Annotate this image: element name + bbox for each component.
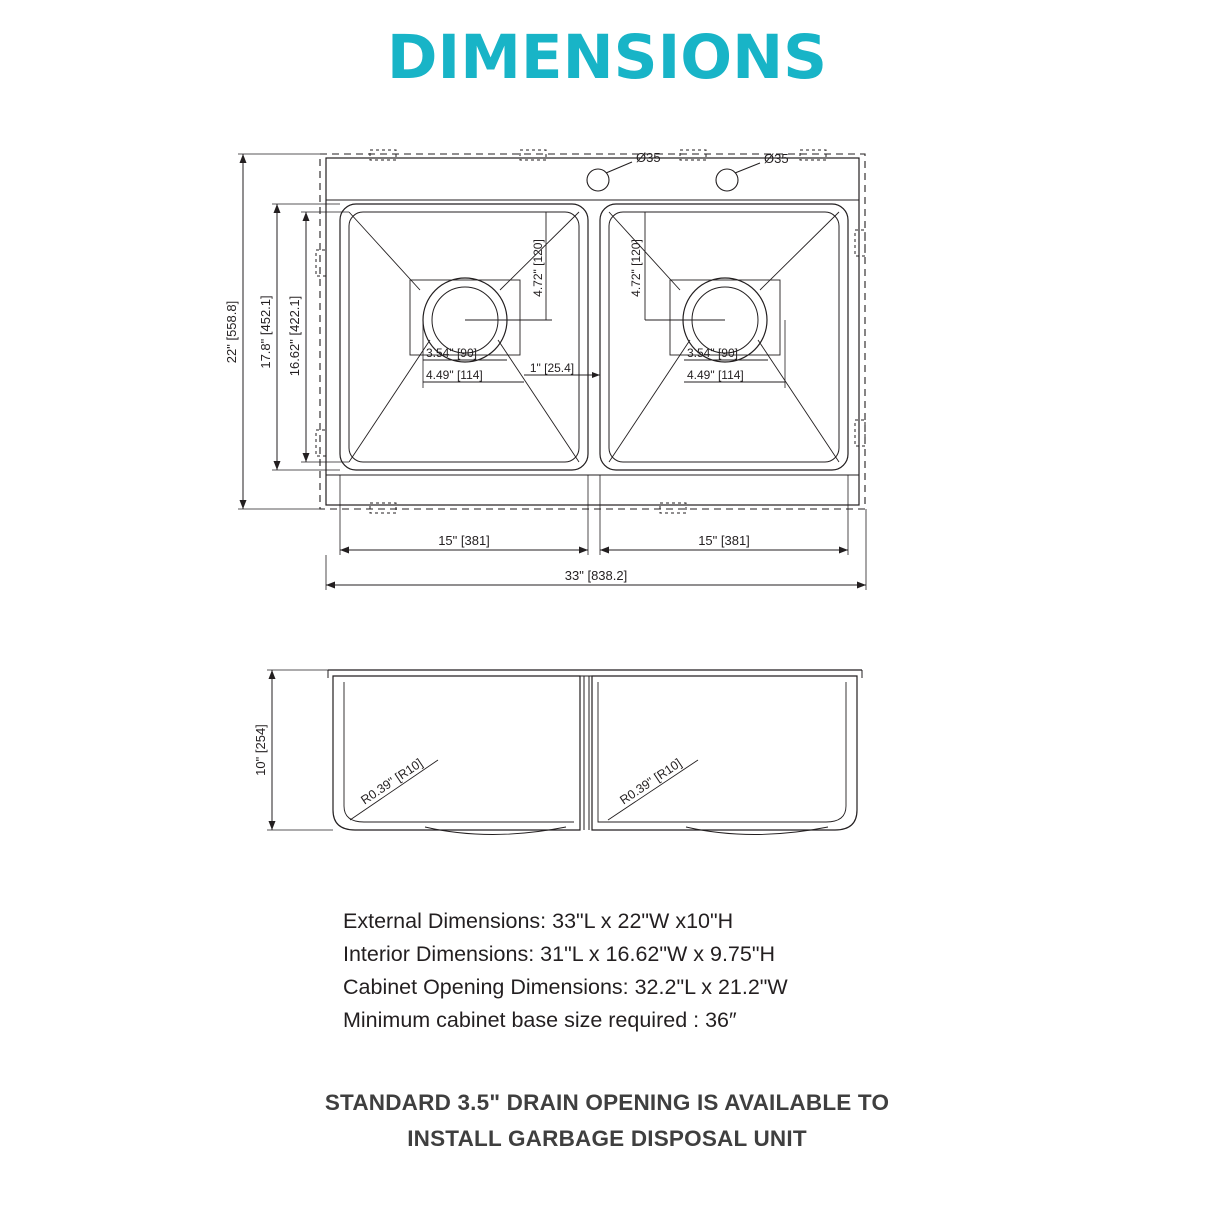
dim-1662-arrow-bot <box>303 453 310 462</box>
front-view-labels <box>253 724 684 807</box>
dim-33-arrow-b <box>857 582 866 589</box>
left-bowl-taper <box>349 340 430 462</box>
mount-clip <box>855 230 865 256</box>
mount-clip <box>316 250 326 276</box>
cabinet-opening-outline <box>320 154 865 509</box>
footer-line-1: STANDARD 3.5" DRAIN OPENING IS AVAILABLE TO <box>324 1090 890 1115</box>
top-view-labels <box>224 150 789 583</box>
faucet-hole-right-leader <box>735 163 760 173</box>
right-bowl-taper <box>609 212 680 290</box>
front-radius-left-leader <box>350 760 438 820</box>
label-drain-pos-right: 4.49" [114] <box>687 368 744 382</box>
dim-1662-arrow-top <box>303 212 310 221</box>
dim-10-arrow-top <box>269 670 276 679</box>
spec-external-dimensions: External Dimensions: 33"L x 22"W x10"H <box>343 909 734 933</box>
dim-33-arrow-a <box>326 582 335 589</box>
dim-15-left-arrow-a <box>340 547 349 554</box>
dim-15-right-arrow-b <box>839 547 848 554</box>
dim-178-arrow-top <box>274 204 281 213</box>
label-radius-right: R0.39" [R10] <box>617 755 685 808</box>
label-drain-dia-right: 3.54" [90] <box>687 346 738 360</box>
front-left-bowl-base-curve <box>425 827 566 835</box>
front-radius-right-leader <box>608 760 698 820</box>
spec-interior-dimensions: Interior Dimensions: 31"L x 16.62"W x 9.75"H <box>343 942 775 966</box>
label-inner-height-1: 17.8" [452.1] <box>258 295 273 369</box>
label-faucet-hole-right: Ø35 <box>764 151 789 166</box>
dim-15-right-arrow-a <box>600 547 609 554</box>
front-right-bowl-inner <box>598 682 846 822</box>
faucet-hole-left-circle <box>587 169 609 191</box>
footer-line-2: INSTALL GARBAGE DISPOSAL UNIT <box>407 1126 807 1151</box>
label-bowl-width-right: 15" [381] <box>698 533 750 548</box>
label-drain-dia-left: 3.54" [90] <box>426 346 477 360</box>
label-bowl-width-left: 15" [381] <box>438 533 490 548</box>
dim-15-left-arrow-b <box>579 547 588 554</box>
front-view-group <box>267 670 862 835</box>
page-title: DIMENSIONS <box>386 22 828 93</box>
right-bowl-taper <box>758 340 839 462</box>
label-drain-offset-left: 4.72" [120] <box>531 239 545 297</box>
spec-list <box>0 905 1214 1037</box>
left-bowl-taper <box>498 340 579 462</box>
faucet-hole-left-leader <box>606 162 632 173</box>
dim-divider-arrow <box>592 372 600 378</box>
right-bowl-taper <box>609 340 690 462</box>
spec-cabinet-opening-dimensions: Cabinet Opening Dimensions: 32.2"L x 21.2"W <box>343 975 788 999</box>
dim-10-arrow-bot <box>269 821 276 830</box>
drawing-svg <box>0 130 1214 890</box>
spec-minimum-cabinet-base: Minimum cabinet base size required : 36″ <box>343 1008 737 1032</box>
label-divider: 1" [25.4] <box>529 361 575 375</box>
front-right-bowl-base-curve <box>686 827 828 835</box>
label-radius-left: R0.39" [R10] <box>358 755 426 808</box>
label-faucet-hole-left: Ø35 <box>636 150 661 165</box>
label-drain-pos-left: 4.49" [114] <box>426 368 483 382</box>
front-right-bowl-profile <box>592 676 857 830</box>
front-left-bowl-profile <box>333 676 580 830</box>
footer-note <box>0 1085 1214 1157</box>
faucet-hole-right-circle <box>716 169 738 191</box>
label-drain-offset-right: 4.72" [120] <box>629 239 643 297</box>
label-overall-width: 33" [838.2] <box>564 568 628 583</box>
mount-clip <box>316 430 326 456</box>
sink-outer-body <box>326 158 859 505</box>
dim-22-arrow-top <box>240 154 247 163</box>
left-bowl-base <box>410 280 520 355</box>
label-overall-height: 22" [558.8] <box>224 300 239 364</box>
mount-clip <box>855 420 865 446</box>
label-depth: 10" [254] <box>253 724 268 776</box>
left-bowl-outline <box>340 204 588 470</box>
right-bowl-base <box>670 280 780 355</box>
dim-178-arrow-bot <box>274 461 281 470</box>
right-bowl-taper <box>760 212 839 290</box>
label-inner-height-2: 16.62" [422.1] <box>287 295 302 377</box>
left-bowl-taper <box>349 212 420 290</box>
technical-drawing <box>0 130 1214 890</box>
dim-22-arrow-bot <box>240 500 247 509</box>
